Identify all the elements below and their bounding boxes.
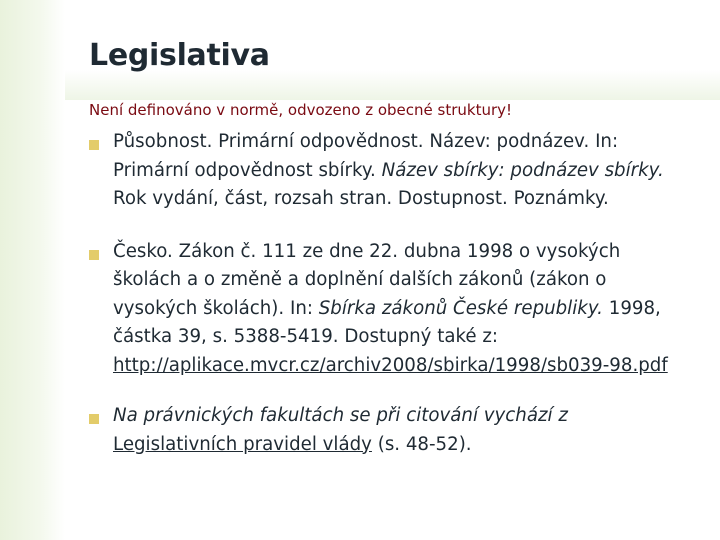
bullet-item <box>89 238 689 381</box>
bullet-text: 1998, částka 39, s. 5388-5419. Dostupný také z: <box>113 297 661 347</box>
bullet-item <box>89 128 689 214</box>
bullet-square-icon <box>89 250 99 260</box>
bullet-text-italic: Sbírka zákonů České republiky. <box>318 297 603 319</box>
bullet-text: Působnost. Primární odpovědnost. Název: podnázev. In: Primární odpovědnost sbírky. <box>113 131 619 181</box>
legislative-rules-link[interactable]: Legislativních pravidel vlády <box>113 433 372 455</box>
bullet-text: (s. 48-52). <box>371 433 472 455</box>
decorative-left-band <box>0 0 65 540</box>
bullet-text-italic: Na právnických fakultách se při citování vychází z <box>113 405 568 426</box>
bullet-list <box>89 128 689 459</box>
bullet-square-icon <box>89 140 99 150</box>
bullet-item <box>89 402 689 459</box>
slide-title: Legislativa <box>89 38 270 73</box>
bullet-text: Rok vydání, část, rozsah stran. Dostupnost. Poznámky. <box>113 188 609 209</box>
bullet-text-italic: Název sbírky: podnázev sbírky. <box>381 159 664 181</box>
bullet-square-icon <box>89 414 99 424</box>
slide-subtitle: Není definováno v normě, odvozeno z obecné struktury! <box>89 101 513 119</box>
pdf-link[interactable]: http://aplikace.mvcr.cz/archiv2008/sbirka/1998/sb039-98.pdf <box>113 354 668 376</box>
bullet-text: Česko. Zákon č. 111 ze dne 22. dubna 1998 o vysokých školách a o změně a doplnění dalších zákonů (zákon o vysokých školách). In: <box>113 240 621 319</box>
